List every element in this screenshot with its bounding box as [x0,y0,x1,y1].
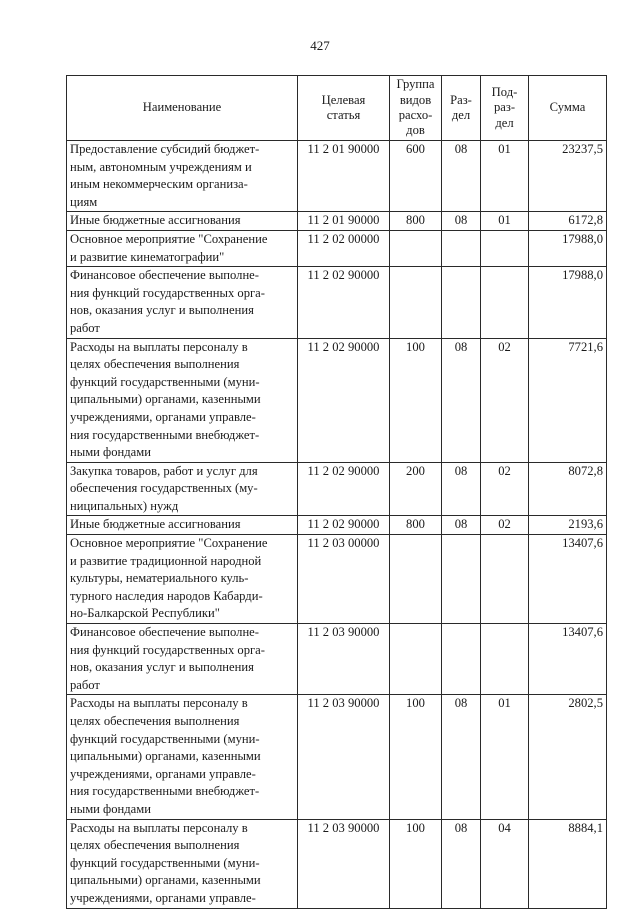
cell-target: 11 2 02 90000 [298,462,390,516]
cell-name-line: Иные бюджетные ассигнования [70,213,241,228]
cell-name [67,230,298,266]
cell-target: 11 2 03 90000 [298,819,390,908]
cell-name-line: учреждениями, органами управле- [70,409,256,424]
header-line: Целевая [321,92,366,107]
cell-name [67,338,298,462]
cell-subsection [481,535,529,624]
cell-name-line: ципальными) органами, казенными [70,873,261,888]
cell-section [442,230,481,266]
cell-name-line: культуры, нематериального куль- [70,571,249,586]
cell-name-line: ципальными) органами, казенными [70,392,261,407]
cell-subsection [481,230,529,266]
cell-sum: 8884,1 [529,819,607,908]
cell-name [67,535,298,624]
table-row [67,230,607,266]
cell-section [442,267,481,338]
cell-group [390,230,442,266]
cell-section: 08 [442,212,481,231]
cell-sum: 23237,5 [529,141,607,212]
cell-target: 11 2 02 90000 [298,338,390,462]
cell-target: 11 2 01 90000 [298,212,390,231]
cell-name-line: ными фондами [70,445,151,460]
header-line: Раз- [450,92,472,107]
header-line: видов [399,92,432,107]
cell-name-line: турного наследия народов Кабарди- [70,588,263,603]
cell-name-line: функций государственными (муни- [70,374,260,389]
table-row [67,338,607,462]
header-section [442,76,481,141]
cell-name [67,141,298,212]
cell-target: 11 2 02 90000 [298,516,390,535]
cell-subsection [481,267,529,338]
header-line: дел [495,115,514,130]
cell-target: 11 2 03 00000 [298,535,390,624]
cell-target: 11 2 01 90000 [298,141,390,212]
cell-name-line: ным, автономным учреждениям и [70,159,252,174]
cell-section: 08 [442,695,481,819]
cell-sum: 13407,6 [529,624,607,695]
cell-name-line: Основное мероприятие "Сохранение [70,536,268,551]
cell-name [67,462,298,516]
cell-name-line: и развитие кинематографии" [70,249,225,264]
cell-group: 100 [390,338,442,462]
cell-sum: 2802,5 [529,695,607,819]
cell-group: 800 [390,212,442,231]
table-row [67,819,607,908]
cell-name-line: ниципальных) нужд [70,498,179,513]
cell-name-line: ными фондами [70,801,151,816]
cell-name-line: Финансовое обеспечение выполне- [70,268,259,283]
cell-sum: 2193,6 [529,516,607,535]
cell-group [390,535,442,624]
cell-name-line: Основное мероприятие "Сохранение [70,231,268,246]
cell-subsection: 04 [481,819,529,908]
page-number: 427 [310,38,330,53]
cell-section: 08 [442,338,481,462]
cell-name-line: работ [70,677,100,692]
cell-target: 11 2 02 90000 [298,267,390,338]
header-name [67,76,298,141]
cell-group: 800 [390,516,442,535]
table-row [67,462,607,516]
cell-name-line: Расходы на выплаты персоналу в [70,696,248,711]
cell-name-line: Финансовое обеспечение выполне- [70,625,259,640]
table-header-row [67,76,607,141]
cell-sum: 6172,8 [529,212,607,231]
cell-sum: 8072,8 [529,462,607,516]
cell-name-line: функций государственными (муни- [70,731,260,746]
cell-group [390,624,442,695]
cell-sum: 7721,6 [529,338,607,462]
cell-name-line: целях обеспечения выполнения [70,838,240,853]
table-row [67,141,607,212]
cell-subsection: 01 [481,695,529,819]
cell-section: 08 [442,462,481,516]
table-row [67,535,607,624]
cell-name [67,695,298,819]
header-target [298,76,390,141]
cell-subsection [481,624,529,695]
cell-name-line: и развитие традиционной народной [70,553,262,568]
cell-name-line: работ [70,320,100,335]
cell-sum: 17988,0 [529,267,607,338]
cell-name-line: ципальными) органами, казенными [70,749,261,764]
header-line: расхо- [398,108,433,122]
header-line: дел [451,108,471,122]
header-line: дов [406,123,425,138]
cell-name-line: функций государственными (муни- [70,855,260,870]
table-row [67,212,607,231]
cell-name-line: ния функций государственных орга- [70,642,265,657]
cell-target: 11 2 03 90000 [298,695,390,819]
cell-name-line: Расходы на выплаты персоналу в [70,820,248,835]
cell-section [442,535,481,624]
header-sum [529,76,607,141]
table-row [67,267,607,338]
header-group [390,76,442,141]
budget-table [66,75,607,909]
cell-group: 200 [390,462,442,516]
cell-name-line: обеспечения государственных (му- [70,481,258,496]
cell-target: 11 2 03 90000 [298,624,390,695]
header-line: Под- [491,84,518,99]
cell-group: 100 [390,819,442,908]
cell-name-line: Закупка товаров, работ и услуг для [70,463,258,478]
cell-subsection: 02 [481,516,529,535]
cell-subsection: 02 [481,462,529,516]
table-row [67,695,607,819]
cell-name [67,212,298,231]
header-line: Группа [396,77,435,92]
cell-section [442,624,481,695]
header-line: раз- [493,100,516,115]
cell-name-line: учреждениями, органами управле- [70,890,256,905]
cell-group: 600 [390,141,442,212]
cell-section: 08 [442,819,481,908]
cell-section: 08 [442,516,481,535]
header-line: Наименование [142,100,222,115]
cell-name-line: нов, оказания услуг и выполнения [70,303,254,318]
cell-group: 100 [390,695,442,819]
cell-sum: 17988,0 [529,230,607,266]
cell-name [67,516,298,535]
cell-name-line: ния государственными внебюджет- [70,784,260,799]
header-line: статья [326,108,361,122]
cell-subsection: 01 [481,212,529,231]
cell-subsection: 02 [481,338,529,462]
cell-name-line: циям [70,194,98,209]
cell-name-line: иным некоммерческим организа- [70,177,248,192]
cell-target: 11 2 02 00000 [298,230,390,266]
cell-name [67,819,298,908]
cell-name-line: ния государственными внебюджет- [70,427,260,442]
cell-name-line: учреждениями, органами управле- [70,766,256,781]
table-row [67,516,607,535]
table-row [67,624,607,695]
cell-name-line: нов, оказания услуг и выполнения [70,660,254,675]
cell-name-line: целях обеспечения выполнения [70,714,240,728]
cell-name-line: Расходы на выплаты персоналу в [70,339,248,354]
cell-subsection: 01 [481,141,529,212]
cell-name-line: но-Балкарской Республики" [70,606,220,621]
cell-name-line: целях обеспечения выполнения [70,357,240,372]
cell-name [67,267,298,338]
cell-section: 08 [442,141,481,212]
header-subsection [481,76,529,141]
cell-name-line: Иные бюджетные ассигнования [70,517,241,532]
cell-group [390,267,442,338]
cell-name-line: Предоставление субсидий бюджет- [70,142,260,156]
cell-name-line: ния функций государственных орга- [70,285,265,300]
cell-sum: 13407,6 [529,535,607,624]
cell-name [67,624,298,695]
header-line: Сумма [549,100,586,115]
